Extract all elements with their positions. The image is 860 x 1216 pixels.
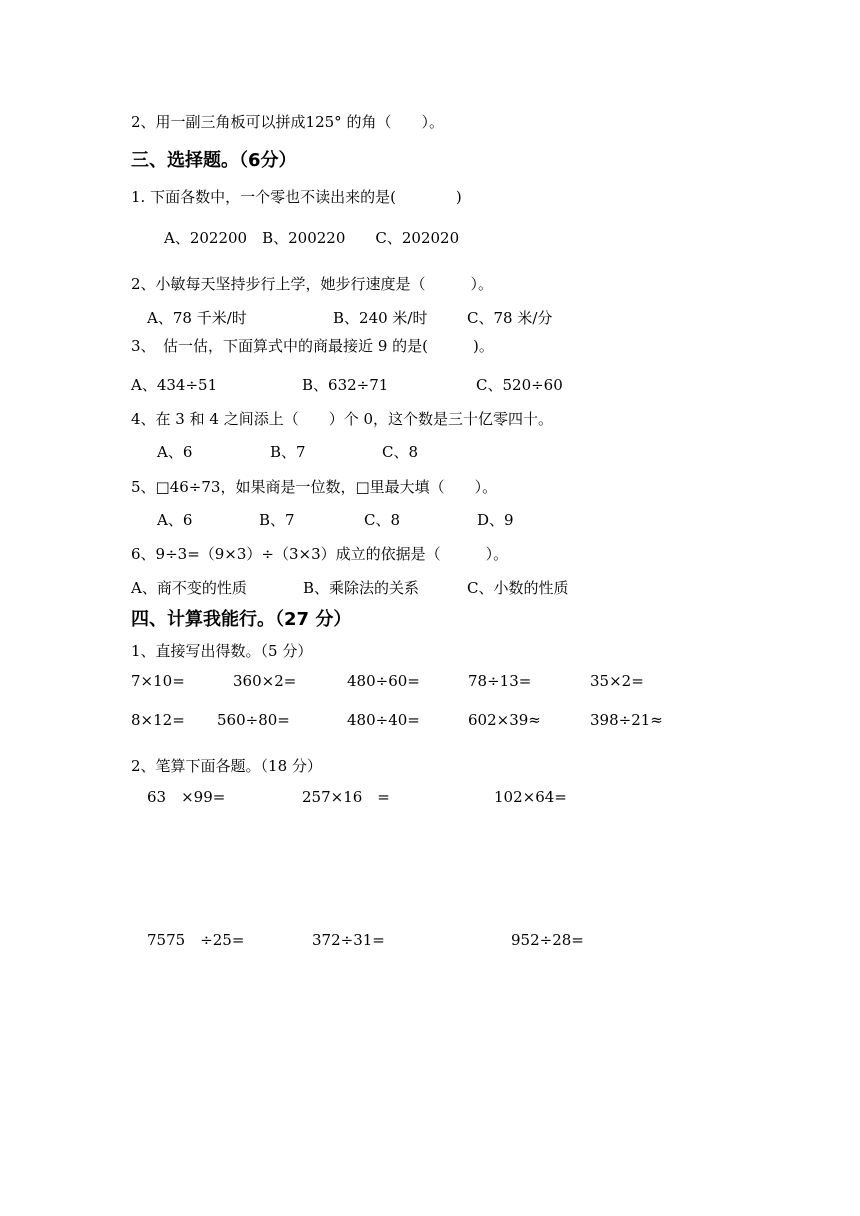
question-angle: 2、用一副三角板可以拼成125° 的角（ ）。: [131, 113, 444, 131]
choice-option-4c: C、8: [382, 443, 419, 461]
choice-option-5d: D、9: [477, 511, 514, 529]
choice-question-2: 2、小敏每天坚持步行上学，她步行速度是（ ）。: [131, 275, 494, 293]
choice-question-4: 4、在 3 和 4 之间添上（ ）个 0，这个数是三十亿零四十。: [131, 410, 554, 428]
oral-calc-item: 480÷60=: [347, 672, 420, 690]
choice-question-1: 1. 下面各数中，一个零也不读出来的是( ): [131, 188, 462, 206]
choice-option-6b: B、乘除法的关系: [303, 579, 420, 597]
written-calc-item: 63 ×99=: [147, 788, 226, 806]
written-calc-item: 102×64=: [494, 788, 567, 806]
choice-option-5a: A、6: [157, 511, 193, 529]
choice-question-5: 5、□46÷73，如果商是一位数，□里最大填（ ）。: [131, 478, 498, 496]
choice-question-3: 3、 估一估，下面算式中的商最接近 9 的是( )。: [131, 337, 494, 355]
written-calc-item: 257×16 =: [302, 788, 390, 806]
oral-calc-item: 78÷13=: [468, 672, 532, 690]
choice-option-4b: B、7: [270, 443, 306, 461]
oral-calc-item: 480÷40=: [347, 711, 420, 729]
choice-option-4a: A、6: [157, 443, 193, 461]
written-calc-item: 952÷28=: [511, 931, 584, 949]
written-calc-item: 372÷31=: [312, 931, 385, 949]
choice-options-1: A、202200 B、200220 C、202020: [164, 229, 460, 247]
choice-option-6c: C、小数的性质: [467, 579, 569, 597]
oral-calc-item: 8×12=: [131, 711, 185, 729]
oral-calc-item: 35×2=: [590, 672, 644, 690]
choice-option-3c: C、520÷60: [476, 376, 563, 394]
calc-question-1: 1、直接写出得数。（5 分）: [131, 642, 313, 660]
oral-calc-item: 602×39≈: [468, 711, 541, 729]
calc-question-2: 2、笔算下面各题。（18 分）: [131, 757, 322, 775]
choice-option-5b: B、7: [259, 511, 295, 529]
oral-calc-item: 398÷21≈: [590, 711, 663, 729]
choice-question-6: 6、9÷3=（9×3）÷（3×3）成立的依据是（ ）。: [131, 545, 509, 563]
choice-option-3a: A、434÷51: [131, 376, 218, 394]
choice-option-2c: C、78 米/分: [467, 309, 553, 327]
written-calc-item: 7575 ÷25=: [147, 931, 245, 949]
choice-option-5c: C、8: [364, 511, 401, 529]
section-heading-choice: 三、选择题。（6分）: [131, 150, 297, 171]
oral-calc-item: 7×10=: [131, 672, 185, 690]
choice-option-3b: B、632÷71: [302, 376, 389, 394]
section-heading-calc: 四、计算我能行。（27 分）: [131, 609, 352, 630]
choice-option-2b: B、240 米/时: [333, 309, 428, 327]
oral-calc-item: 560÷80=: [217, 711, 290, 729]
choice-option-6a: A、商不变的性质: [131, 579, 247, 597]
oral-calc-item: 360×2=: [233, 672, 297, 690]
choice-option-2a: A、78 千米/时: [147, 309, 247, 327]
